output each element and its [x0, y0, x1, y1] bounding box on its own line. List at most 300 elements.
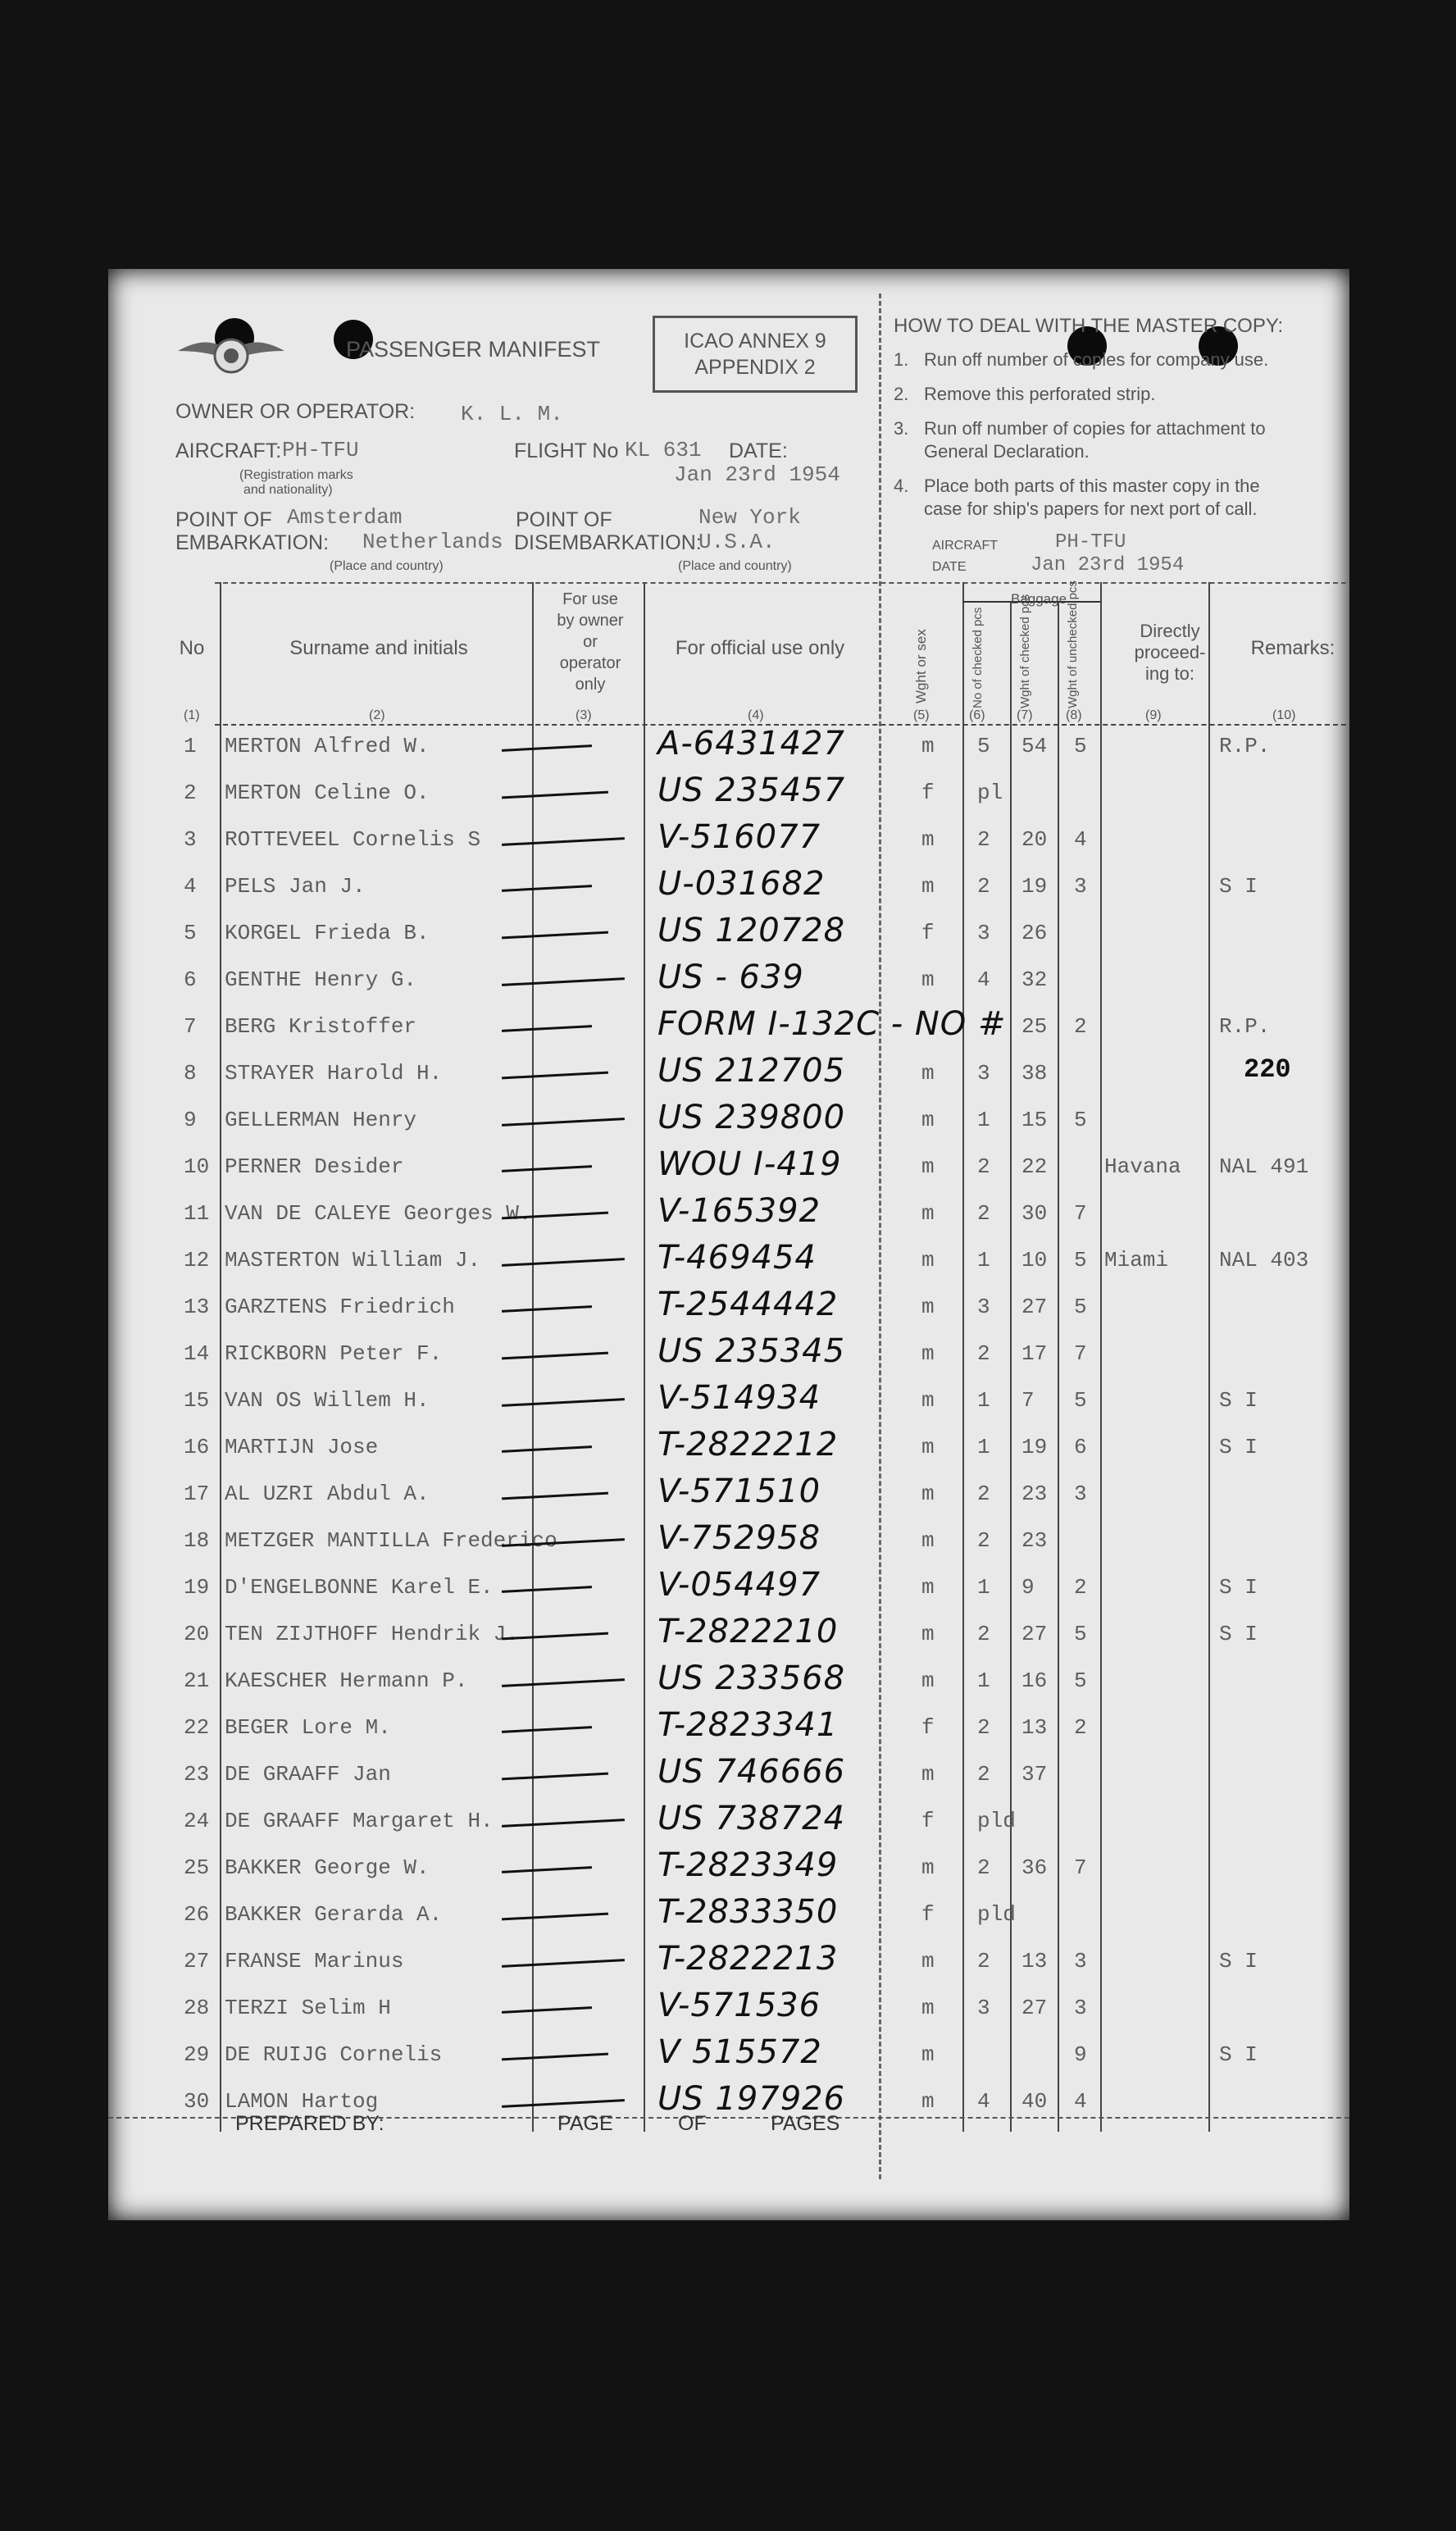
operator-mark	[502, 1258, 625, 1267]
passenger-name: BEGER Lore M.	[225, 1715, 391, 1740]
unchecked-weight: 9	[1074, 2042, 1087, 2067]
official-entry: FORM I-132C - NO #	[657, 1005, 1007, 1043]
passenger-sex: f	[921, 1715, 935, 1740]
passenger-name: RICKBORN Peter F.	[225, 1341, 443, 1366]
passenger-name: BERG Kristoffer	[225, 1014, 417, 1039]
passenger-name: STRAYER Harold H.	[225, 1061, 443, 1086]
checked-weight: 19	[1021, 1435, 1048, 1459]
row-number: 18	[184, 1528, 210, 1553]
checked-weight: 36	[1021, 1855, 1048, 1880]
form-title: PASSENGER MANIFEST	[346, 337, 601, 362]
table-row	[108, 726, 1349, 772]
passenger-sex: f	[921, 921, 935, 945]
checked-pieces: 3	[977, 921, 990, 945]
checked-weight: 10	[1021, 1248, 1048, 1272]
passenger-name: GELLERMAN Henry	[225, 1108, 417, 1132]
table-row	[108, 1987, 1349, 2034]
icao-box	[653, 316, 858, 393]
row-number: 27	[184, 1949, 210, 1973]
checked-weight: 9	[1021, 1575, 1035, 1600]
copy-date-value: Jan 23rd 1954	[1031, 554, 1185, 576]
operator-mark	[502, 1398, 625, 1407]
operator-mark	[502, 2099, 625, 2108]
checked-pieces: 3	[977, 1061, 990, 1086]
row-number: 9	[184, 1108, 197, 1132]
row-number: 13	[184, 1295, 210, 1319]
checked-pieces: pld	[977, 1809, 1016, 1833]
row-number: 10	[184, 1154, 210, 1179]
official-entry: V-514934	[657, 1379, 821, 1417]
table-row	[108, 1847, 1349, 1894]
table-row	[108, 1660, 1349, 1707]
operator-mark	[502, 931, 608, 940]
official-entry: US 120728	[657, 912, 846, 949]
column-number: (4)	[748, 708, 764, 722]
owner-label: OWNER OR OPERATOR:	[175, 400, 416, 423]
checked-weight: 19	[1021, 874, 1048, 899]
checked-pieces: 1	[977, 1435, 990, 1459]
remarks: S I	[1219, 1622, 1258, 1646]
column-number: (1)	[184, 708, 200, 722]
checked-weight: 32	[1021, 967, 1048, 992]
table-row	[108, 1286, 1349, 1333]
passenger-name: MASTERTON William J.	[225, 1248, 481, 1272]
passenger-sex: m	[921, 2089, 935, 2114]
operator-mark	[502, 1072, 608, 1080]
column-number: (7)	[1017, 708, 1033, 722]
embark-value: Amsterdam	[287, 505, 403, 530]
row-number: 11	[184, 1201, 210, 1226]
official-entry: WOU I-419	[657, 1145, 842, 1183]
operator-mark	[502, 744, 592, 752]
checked-weight: 7	[1021, 1388, 1035, 1413]
checked-pieces: 1	[977, 1388, 990, 1413]
unchecked-weight: 3	[1074, 874, 1087, 899]
instruction-text: Remove this perforated strip.	[924, 384, 1156, 404]
passenger-sex: m	[921, 1996, 935, 2020]
copy-aircraft-label: AIRCRAFT	[932, 539, 998, 553]
header-surname: Surname and initials	[289, 637, 468, 659]
remarks: S I	[1219, 2042, 1258, 2067]
embark-label: EMBARKATION:	[175, 531, 330, 554]
unchecked-weight: 5	[1074, 1108, 1087, 1132]
instruction-text: Run off number of copies for attachment to	[924, 418, 1266, 439]
row-number: 3	[184, 827, 197, 852]
table-row	[108, 1754, 1349, 1800]
passenger-sex: m	[921, 1201, 935, 1226]
unchecked-weight: 4	[1074, 2089, 1087, 2114]
remarks: NAL 403	[1219, 1248, 1309, 1272]
column-number: (10)	[1272, 708, 1296, 722]
operator-mark	[502, 1586, 592, 1593]
official-entry: V-165392	[657, 1192, 821, 1230]
remarks: NAL 491	[1219, 1154, 1309, 1179]
checked-weight: 27	[1021, 1295, 1048, 1319]
passenger-name: DE GRAAFF Margaret H.	[225, 1809, 494, 1833]
operator-mark	[502, 1492, 608, 1500]
remarks: S I	[1219, 874, 1258, 899]
disembark-label: POINT OF	[516, 508, 612, 531]
passenger-sex: m	[921, 1575, 935, 1600]
table-row	[108, 1006, 1349, 1053]
passenger-sex: m	[921, 1295, 935, 1319]
instruction-num: 3.	[894, 418, 909, 439]
checked-pieces: 2	[977, 874, 990, 899]
row-number: 26	[184, 1902, 210, 1927]
table-row	[108, 1567, 1349, 1614]
official-entry: US 197926	[657, 2080, 846, 2118]
table-row	[108, 1099, 1349, 1146]
column-number: (9)	[1145, 708, 1162, 722]
header-checked-pcs: No of checked pcs	[971, 607, 985, 708]
operator-mark	[502, 885, 592, 892]
operator-mark	[502, 977, 625, 986]
of-label: OF	[678, 2112, 707, 2135]
row-number: 20	[184, 1622, 210, 1646]
header-no: No	[179, 637, 205, 659]
passenger-sex: m	[921, 1622, 935, 1646]
table-row	[108, 1193, 1349, 1240]
remarks: R.P.	[1219, 734, 1271, 758]
passenger-name: VAN OS Willem H.	[225, 1388, 430, 1413]
passenger-sex: m	[921, 1528, 935, 1553]
passenger-name: D'ENGELBONNE Karel E.	[225, 1575, 494, 1600]
passenger-sex: m	[921, 1341, 935, 1366]
official-entry: US 239800	[657, 1099, 846, 1136]
operator-mark	[502, 1118, 625, 1127]
operator-mark	[502, 1959, 625, 1968]
checked-weight: 16	[1021, 1668, 1048, 1693]
passenger-name: ROTTEVEEL Cornelis S	[225, 827, 481, 852]
row-number: 29	[184, 2042, 210, 2067]
checked-pieces: 3	[977, 1996, 990, 2020]
header-owner-line: operator	[559, 654, 621, 672]
instructions-title: HOW TO DEAL WITH THE MASTER COPY:	[894, 315, 1284, 337]
unchecked-weight: 2	[1074, 1575, 1087, 1600]
operator-mark	[502, 1025, 592, 1032]
column-number: (2)	[369, 708, 385, 722]
operator-mark	[502, 1866, 592, 1873]
header-owner-line: For use	[562, 590, 618, 608]
official-entry: V-054497	[657, 1566, 821, 1604]
row-number: 30	[184, 2089, 210, 2114]
row-number: 7	[184, 1014, 197, 1039]
passenger-sex: m	[921, 874, 935, 899]
official-entry: US - 639	[657, 958, 804, 996]
table-row	[108, 1473, 1349, 1520]
table-row	[108, 866, 1349, 913]
copy-date-label: DATE	[932, 560, 967, 574]
table-row	[108, 1894, 1349, 1941]
official-entry: A-6431427	[657, 725, 845, 762]
passenger-sex: m	[921, 967, 935, 992]
row-number: 21	[184, 1668, 210, 1693]
unchecked-weight: 5	[1074, 1248, 1087, 1272]
remarks: R.P.	[1219, 1014, 1271, 1039]
instruction-text: Run off number of copies for company use.	[924, 349, 1269, 370]
header-directly-line: proceed-	[1134, 642, 1206, 662]
checked-pieces: 2	[977, 1482, 990, 1506]
passenger-sex: m	[921, 1762, 935, 1787]
header-sex: Wght or sex	[913, 629, 929, 703]
checked-pieces: 2	[977, 1855, 990, 1880]
table-row	[108, 1333, 1349, 1380]
baggage-rule	[962, 601, 1100, 603]
table-row	[108, 1146, 1349, 1193]
embark-label: POINT OF	[175, 508, 272, 531]
operator-mark	[502, 2053, 608, 2061]
passenger-name: BAKKER George W.	[225, 1855, 430, 1880]
passenger-sex: m	[921, 1855, 935, 1880]
official-entry: T-2833350	[657, 1893, 839, 1931]
checked-weight: 23	[1021, 1482, 1048, 1506]
checked-weight: 27	[1021, 1622, 1048, 1646]
checked-weight: 38	[1021, 1061, 1048, 1086]
checked-weight: 22	[1021, 1154, 1048, 1179]
passenger-sex: m	[921, 1388, 935, 1413]
passenger-sex: m	[921, 827, 935, 852]
page-label: PAGE	[557, 2112, 613, 2135]
official-entry: US 233568	[657, 1659, 846, 1697]
passenger-name: KAESCHER Hermann P.	[225, 1668, 468, 1693]
column-number: (5)	[913, 708, 930, 722]
instruction-num: 4.	[894, 476, 909, 496]
icao-appendix: APPENDIX 2	[694, 356, 816, 379]
operator-mark	[502, 1726, 592, 1733]
place-note: (Place and country)	[330, 559, 444, 573]
unchecked-weight: 5	[1074, 1668, 1087, 1693]
checked-pieces: pld	[977, 1902, 1016, 1927]
aircraft-value: PH-TFU	[282, 438, 359, 462]
checked-pieces: 1	[977, 1575, 990, 1600]
remarks: S I	[1219, 1949, 1258, 1973]
checked-pieces: 1	[977, 1668, 990, 1693]
embark-country: Netherlands	[362, 530, 503, 554]
passenger-sex: m	[921, 1482, 935, 1506]
date-value: Jan 23rd 1954	[674, 462, 840, 487]
passenger-sex: m	[921, 1435, 935, 1459]
table-row	[108, 1240, 1349, 1286]
unchecked-weight: 7	[1074, 1855, 1087, 1880]
instruction-text: Place both parts of this master copy in the	[924, 476, 1260, 496]
official-entry: T-2822213	[657, 1940, 839, 1978]
operator-mark	[502, 1913, 608, 1921]
table-row	[108, 1707, 1349, 1754]
passenger-name: FRANSE Marinus	[225, 1949, 404, 1973]
official-entry: US 746666	[657, 1753, 846, 1791]
operator-mark	[502, 1165, 592, 1172]
checked-weight: 23	[1021, 1528, 1048, 1553]
checked-weight: 13	[1021, 1715, 1048, 1740]
checked-pieces: 1	[977, 1108, 990, 1132]
passenger-sex: m	[921, 1154, 935, 1179]
unchecked-weight: 3	[1074, 1482, 1087, 1506]
official-entry: V 515572	[657, 2033, 822, 2071]
passenger-sex: f	[921, 1809, 935, 1833]
official-entry: U-031682	[657, 865, 826, 903]
official-entry: US 738724	[657, 1800, 846, 1837]
passenger-name: VAN DE CALEYE Georges W.	[225, 1201, 532, 1226]
passenger-name: AL UZRI Abdul A.	[225, 1482, 430, 1506]
checked-pieces: 1	[977, 1248, 990, 1272]
unchecked-weight: 6	[1074, 1435, 1087, 1459]
passenger-name: DE RUIJG Cornelis	[225, 2042, 443, 2067]
operator-mark	[502, 1445, 592, 1453]
checked-pieces: 2	[977, 827, 990, 852]
unchecked-weight: 2	[1074, 1715, 1087, 1740]
official-entry: T-2822212	[657, 1426, 839, 1464]
row-number: 8	[184, 1061, 197, 1086]
unchecked-weight: 5	[1074, 1622, 1087, 1646]
copy-aircraft-value: PH-TFU	[1055, 531, 1126, 553]
unchecked-weight: 3	[1074, 1996, 1087, 2020]
checked-weight: 25	[1021, 1014, 1048, 1039]
checked-pieces: 4	[977, 2089, 990, 2114]
passenger-sex: m	[921, 734, 935, 758]
instruction-text: General Declaration.	[924, 441, 1090, 462]
unchecked-weight: 2	[1074, 1014, 1087, 1039]
official-entry: T-2544442	[657, 1286, 839, 1323]
header-directly-line: ing to:	[1145, 663, 1194, 684]
checked-pieces: 2	[977, 1528, 990, 1553]
official-entry: V-571510	[657, 1473, 821, 1510]
table-row	[108, 913, 1349, 959]
official-entry: US 212705	[657, 1052, 846, 1090]
official-entry: T-2822210	[657, 1613, 839, 1650]
table-row	[108, 772, 1349, 819]
row-number: 24	[184, 1809, 210, 1833]
owner-value: K. L. M.	[461, 402, 563, 426]
checked-pieces: pl	[977, 781, 1003, 805]
unchecked-weight: 7	[1074, 1201, 1087, 1226]
unchecked-weight: 5	[1074, 1388, 1087, 1413]
header-directly-line: Directly	[1140, 621, 1200, 641]
operator-mark	[502, 2006, 592, 2014]
header-owner-line: by owner	[557, 612, 624, 630]
passenger-sex: m	[921, 1248, 935, 1272]
passenger-name: GENTHE Henry G.	[225, 967, 417, 992]
checked-pieces: 2	[977, 1341, 990, 1366]
official-entry: T-469454	[657, 1239, 817, 1277]
table-row	[108, 1380, 1349, 1427]
onward-destination: Havana	[1104, 1154, 1181, 1179]
header-owner-line: or	[583, 633, 598, 651]
instruction-num: 2.	[894, 384, 909, 404]
passenger-name: BAKKER Gerarda A.	[225, 1902, 443, 1927]
checked-weight: 54	[1021, 734, 1048, 758]
instruction-text: case for ship's papers for next port of call.	[924, 498, 1258, 519]
passenger-name: DE GRAAFF Jan	[225, 1762, 391, 1787]
passenger-sex: f	[921, 1902, 935, 1927]
checked-weight: 40	[1021, 2089, 1048, 2114]
checked-pieces: 5	[977, 734, 990, 758]
table-row	[108, 1614, 1349, 1660]
remarks: S I	[1219, 1388, 1258, 1413]
passenger-sex: f	[921, 781, 935, 805]
checked-pieces: 3	[977, 1295, 990, 1319]
date-label: DATE:	[729, 439, 788, 462]
header-owner-line: only	[575, 676, 606, 694]
passenger-sex: m	[921, 1949, 935, 1973]
checked-pieces: 4	[977, 967, 990, 992]
row-number: 5	[184, 921, 197, 945]
table-row	[108, 1800, 1349, 1847]
row-number: 2	[184, 781, 197, 805]
column-number: (6)	[969, 708, 985, 722]
row-number: 16	[184, 1435, 210, 1459]
checked-pieces: 2	[977, 1715, 990, 1740]
table-row	[108, 2034, 1349, 2081]
checked-weight: 13	[1021, 1949, 1048, 1973]
checked-weight: 20	[1021, 827, 1048, 852]
passenger-name: MERTON Celine O.	[225, 781, 430, 805]
operator-mark	[502, 1305, 592, 1313]
official-entry: US 235457	[657, 772, 846, 809]
passenger-name: KORGEL Frieda B.	[225, 921, 430, 945]
header-checked-wght: Wght of checked pcs	[1018, 594, 1032, 708]
row-number: 23	[184, 1762, 210, 1787]
table-row	[108, 1941, 1349, 1987]
checked-pieces: 2	[977, 1762, 990, 1787]
passenger-name: LAMON Hartog	[225, 2089, 379, 2114]
column-number: (3)	[576, 708, 592, 722]
table-row	[108, 1520, 1349, 1567]
row-number: 25	[184, 1855, 210, 1880]
checked-pieces: 2	[977, 1201, 990, 1226]
official-entry: V-752958	[657, 1519, 821, 1557]
row-number: 14	[184, 1341, 210, 1366]
table-row	[108, 1427, 1349, 1473]
manifest-sheet	[108, 269, 1349, 2220]
table-row	[108, 819, 1349, 866]
disembark-country: U.S.A.	[698, 530, 776, 554]
flight-value: KL 631	[625, 438, 702, 462]
checked-pieces: 2	[977, 1949, 990, 1973]
unchecked-weight: 3	[1074, 1949, 1087, 1973]
official-entry: US 235345	[657, 1332, 846, 1370]
remarks: S I	[1219, 1575, 1258, 1600]
passenger-name: MERTON Alfred W.	[225, 734, 430, 758]
passenger-sex: m	[921, 2042, 935, 2067]
checked-weight: 27	[1021, 1996, 1048, 2020]
checked-weight: 37	[1021, 1762, 1048, 1787]
row-number: 15	[184, 1388, 210, 1413]
stamp-number: 220	[1244, 1054, 1291, 1085]
registration-note: (Registration marks	[239, 468, 353, 482]
icao-annex: ICAO ANNEX 9	[684, 330, 826, 353]
header-unchecked-wght: Wght of unchecked pcs	[1066, 580, 1080, 708]
official-entry: V-571536	[657, 1987, 821, 2024]
header-official: For official use only	[675, 637, 845, 659]
unchecked-weight: 4	[1074, 827, 1087, 852]
operator-mark	[502, 1819, 625, 1828]
checked-weight: 30	[1021, 1201, 1048, 1226]
checked-pieces: 2	[977, 1154, 990, 1179]
column-number: (8)	[1066, 708, 1082, 722]
row-number: 22	[184, 1715, 210, 1740]
operator-mark	[502, 1352, 608, 1360]
passenger-name: PELS Jan J.	[225, 874, 366, 899]
passenger-sex: m	[921, 1061, 935, 1086]
aircraft-label: AIRCRAFT:	[175, 439, 282, 462]
table-top-rule	[215, 582, 1346, 584]
prepared-by-label: PREPARED BY:	[235, 2112, 384, 2135]
official-entry: T-2823349	[657, 1846, 839, 1884]
passenger-sex: m	[921, 1668, 935, 1693]
operator-mark	[502, 1678, 625, 1687]
checked-weight: 17	[1021, 1341, 1048, 1366]
remarks: S I	[1219, 1435, 1258, 1459]
